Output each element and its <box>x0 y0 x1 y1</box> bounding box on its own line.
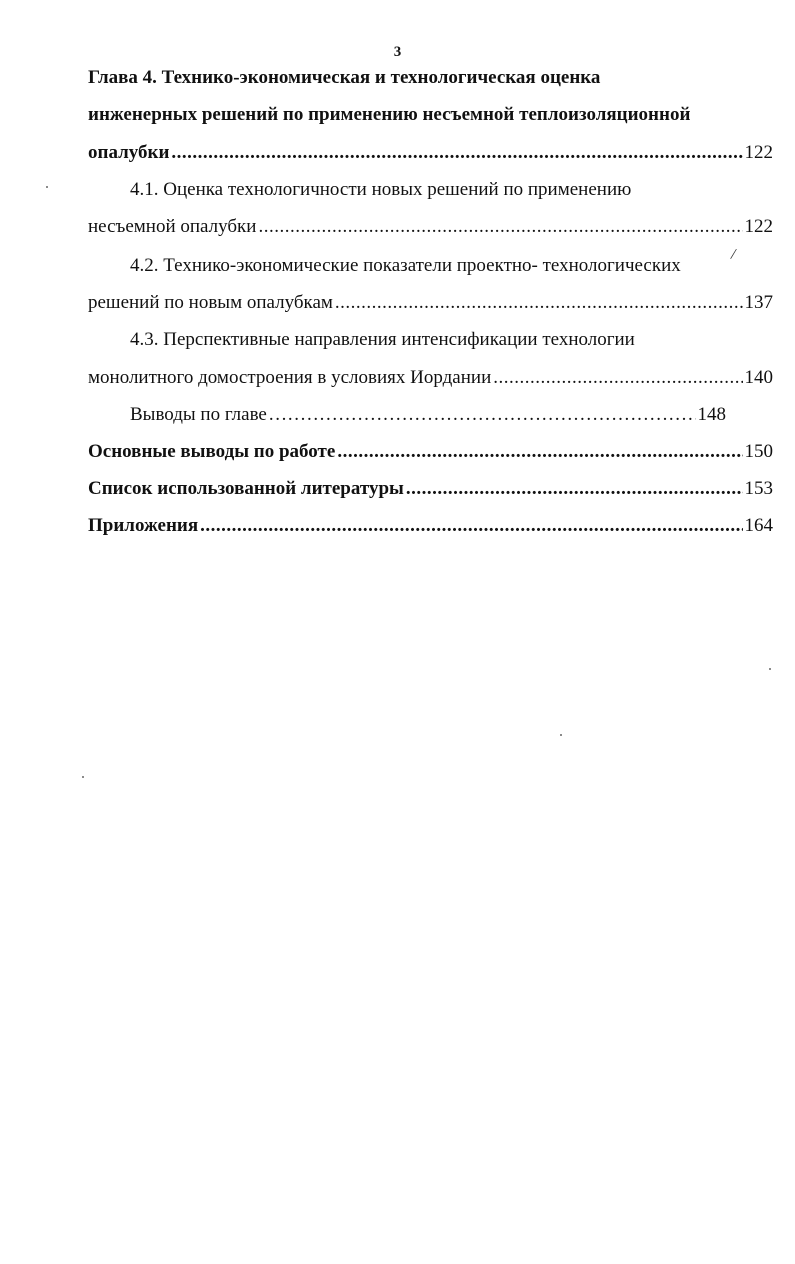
page-number: 3 <box>393 44 402 60</box>
main-conclusions-label: Основные выводы по работе <box>88 441 336 462</box>
toc-entry-s42[interactable] <box>88 293 773 312</box>
scan-speck <box>560 734 562 736</box>
toc-entry-s41[interactable] <box>88 217 773 236</box>
toc-chapter4-line2 <box>88 105 690 124</box>
references-label: Список использованной литературы <box>88 478 404 499</box>
chapter-conclusions-label: Выводы по главе <box>130 404 267 425</box>
chapter4-label: Глава 4. <box>88 67 157 88</box>
s43-title-line2: монолитного домостроения в условиях Иордании <box>88 367 492 388</box>
toc-s41-line1 <box>130 180 631 199</box>
toc-entry-appendices[interactable] <box>88 516 773 535</box>
leader-dots <box>258 217 742 236</box>
chapter4-page: 122 <box>744 142 773 163</box>
leader-dots <box>337 442 742 461</box>
scan-speck <box>769 668 771 670</box>
pen-mark: / <box>729 245 738 264</box>
s43-title-line1: 4.3. Перспективные направления интенсификации технологии <box>130 329 635 350</box>
toc-entry-s43[interactable] <box>88 368 773 387</box>
toc-entry-main-conclusions[interactable] <box>88 442 773 461</box>
appendices-page: 164 <box>744 515 773 536</box>
leader-dots <box>269 405 696 424</box>
s41-title-line2: несъемной опалубки <box>88 216 257 237</box>
chapter4-title-part3: опалубки <box>88 142 170 163</box>
leader-dots <box>493 368 742 387</box>
chapter4-title-part1: Технико-экономическая и технологическая оценка <box>161 67 601 88</box>
s42-page: 137 <box>744 292 773 313</box>
s42-title-line2: решений по новым опалубкам <box>88 292 333 313</box>
toc-s43-line1 <box>130 330 635 349</box>
toc-entry-chapter4[interactable] <box>88 143 773 162</box>
leader-dots <box>406 479 743 498</box>
leader-dots <box>171 143 742 162</box>
scan-speck <box>82 776 84 778</box>
s41-title-line1: 4.1. Оценка технологичности новых решений по применению <box>130 179 632 200</box>
chapter-conclusions-page: 148 <box>697 404 726 425</box>
leader-dots <box>200 516 742 535</box>
leader-dots <box>335 293 743 312</box>
main-conclusions-page: 150 <box>744 441 773 462</box>
appendices-label: Приложения <box>88 515 199 536</box>
toc-chapter4-line1 <box>88 68 600 87</box>
s43-page: 140 <box>744 367 773 388</box>
references-page: 153 <box>744 478 773 499</box>
toc-entry-references[interactable] <box>88 479 773 498</box>
toc-s42-line1 <box>130 256 681 275</box>
s42-title-line1: 4.2. Технико-экономические показатели проектно- технологических <box>130 255 681 276</box>
scan-speck <box>46 186 48 188</box>
s41-page: 122 <box>744 216 773 237</box>
toc-entry-chapter-conclusions[interactable] <box>130 405 726 424</box>
chapter4-title-part2: инженерных решений по применению несъемной теплоизоляционной <box>88 104 691 125</box>
